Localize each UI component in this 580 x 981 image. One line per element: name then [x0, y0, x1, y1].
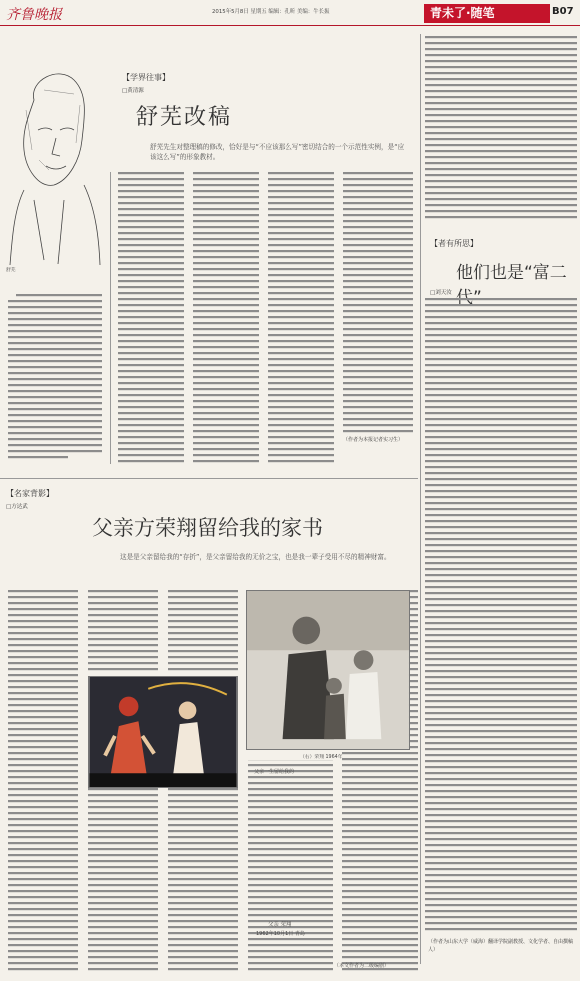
article3-footer: （作者为山东大学（威海）翻译学院副教授、文化学者、自由撰稿人） [428, 939, 574, 953]
page-header [0, 0, 580, 26]
article3-body [425, 298, 577, 934]
article2-kicker: 【名家背影】 [6, 489, 54, 498]
column-divider [110, 172, 111, 464]
family-photo-caption: （右）荣翔 1964年 [300, 755, 343, 760]
page-number: B07 [552, 6, 574, 17]
opera-photo [88, 676, 238, 788]
letter-sign: 父亲 荣翔 [268, 922, 292, 928]
letter-caption: 父亲一生留给我的 [254, 769, 295, 775]
article2-author: □方达武 [6, 504, 28, 510]
newspaper-logo: 齐鲁晚报 [6, 7, 62, 23]
column-divider-right [420, 34, 421, 964]
article3-title: 他们也是“富二 [456, 263, 567, 283]
header-rule [0, 25, 580, 26]
article1-title: 舒芜改稿 [136, 105, 233, 130]
portrait-sketch [4, 60, 102, 270]
article1-body-columns [118, 172, 416, 468]
family-photo [246, 590, 410, 750]
article2-title: 父亲方荣翔留给我的家书 [92, 516, 323, 540]
article1-lead: 舒芜先生对整理稿的修改，恰好是与“不应该那么写”密切结合的一个示范性实例，是“应该这么写”的形象教材。 [150, 143, 405, 161]
portrait-caption: 舒芜 [6, 268, 16, 273]
article1-kicker: 【学界往事】 [122, 73, 170, 82]
article1-footer: （作者为本报记者实习生） [343, 437, 404, 443]
section-title: 青未了·随笔 [424, 4, 550, 23]
article3-author: □刘天汝 [430, 290, 452, 296]
right-top-text [425, 36, 577, 220]
section-divider [0, 478, 418, 479]
text-lines [6, 292, 104, 466]
date-line: 2015年5月8日 星期五 编辑：孔昕 美编：牛长振 [212, 9, 330, 15]
article3-kicker: 【者有所思】 [430, 239, 478, 248]
article1-author: □黄清源 [122, 88, 144, 94]
letter-date: 1962年10月1日 青岛 [256, 931, 305, 937]
article2-lead: 这是是父亲留给我的“存折”，是父亲留给我的无价之宝，也是我一辈子受用不尽的精神财富。 [120, 553, 391, 561]
article2-footer: （本文作者为二级编剧） [334, 963, 390, 969]
article1-col-1 [6, 292, 104, 466]
